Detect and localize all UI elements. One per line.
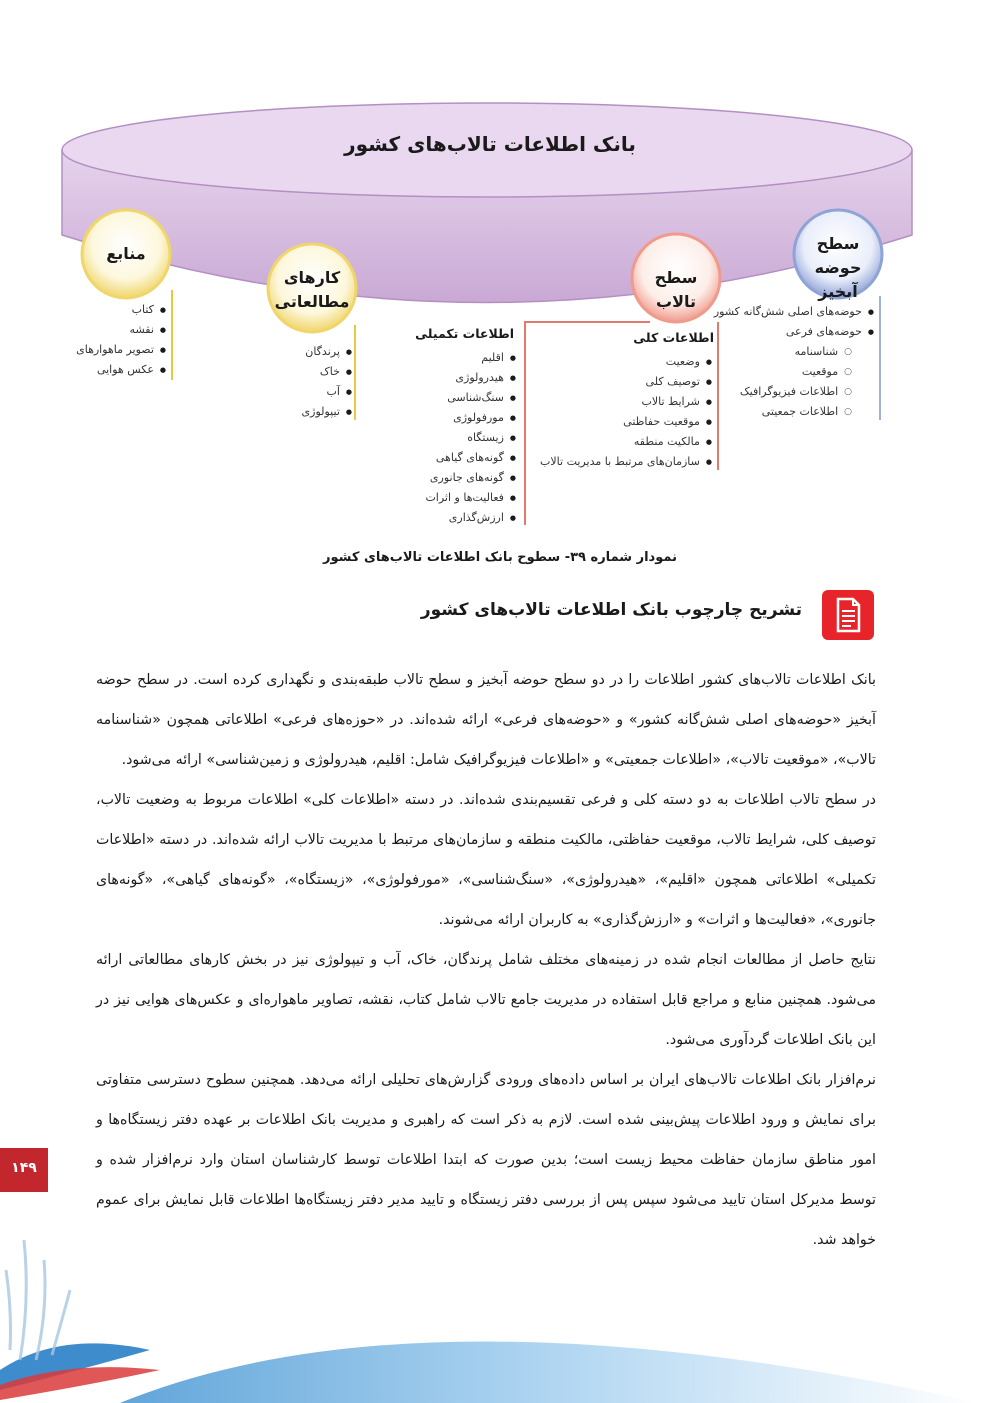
- list-item: ● خاک: [302, 362, 352, 382]
- page-number: ۱۴۹: [0, 1148, 48, 1192]
- list-item: ● زیستگاه: [425, 428, 516, 448]
- list-item: ● کتاب: [76, 300, 166, 320]
- list-item: ● فعالیت‌ها و اثرات: [425, 488, 516, 508]
- list-subitem: ○ شناسنامه: [714, 342, 874, 362]
- wetland-database-diagram: [0, 0, 992, 540]
- extra-info-heading: اطلاعات تکمیلی: [415, 326, 514, 341]
- list-item: ● هیدرولوژی: [425, 368, 516, 388]
- basin-level-label: سطح حوضه آبخیز: [814, 234, 862, 301]
- paragraph: نتایج حاصل از مطالعات انجام شده در زمینه‌های مختلف شامل پرندگان، خاک، آب و تیپولوژی نیز در بخش کارهای مطالعاتی ارائه می‌شود. همچنین منابع و مراجع قابل استفاده در مدیریت جامع تالاب شامل کتاب، نقشه، تصاویر ماهواره‌ای و عکس‌های هوایی نیز در این بانک اطلاعات گردآوری می‌شود.: [96, 952, 876, 1048]
- sources-level-label: منابع: [106, 244, 146, 263]
- studies-items-list: [302, 342, 352, 422]
- list-item: ● تصویر ماهوارهای: [76, 340, 166, 360]
- basin-items-list: [714, 302, 874, 422]
- list-item: ● سازمان‌های مرتبط با مدیریت تالاب: [540, 452, 712, 472]
- list-item: ● وضعیت: [540, 352, 712, 372]
- studies-label-line1: کارهای: [283, 268, 341, 287]
- list-item: ● ارزش‌گذاری: [425, 508, 516, 528]
- list-item: ● اقلیم: [425, 348, 516, 368]
- body-text: [96, 660, 876, 1260]
- paragraph: نرم‌افزار بانک اطلاعات تالاب‌های ایران بر اساس داده‌های ورودی گزارش‌های تحلیلی ارائه می‌دهد. همچنین سطوح دسترسی متفاوتی برای نمایش و ورود اطلاعات پیش‌بینی شده است. لازم به ذکر است که راهبری و مدیریت بانک اطلاعات بر عهده دفتر زیستگاه‌ها و امور مناطق سازمان حفاظت محیط زیست است؛ بدین صورت که ابتدا اطلاعات توسط کارشناسان استان وارد نرم‌افزار شده و توسط مدیرکل استان تایید می‌شود سپس پس از بررسی دفتر زیستگاه و تایید مدیر دفتر زیستگاه‌ها اطلاعات قابل نمایش برای عموم خواهد شد.: [96, 1072, 876, 1248]
- list-item: ● گونه‌های جانوری: [425, 468, 516, 488]
- list-item: ● حوضه‌های فرعی: [714, 322, 874, 342]
- list-item: ● شرایط تالاب: [540, 392, 712, 412]
- list-item: ● نقشه: [76, 320, 166, 340]
- general-info-list: [540, 352, 712, 472]
- list-item: ● سنگ‌شناسی: [425, 388, 516, 408]
- general-info-heading: اطلاعات کلی: [633, 330, 714, 345]
- list-item: ● توصیف کلی: [540, 372, 712, 392]
- sources-items-list: [76, 300, 166, 380]
- list-subitem: ○ اطلاعات فیزیوگرافیک: [714, 382, 874, 402]
- list-item: ● گونه‌های گیاهی: [425, 448, 516, 468]
- section-title: تشریح چارچوب بانک اطلاعات تالاب‌های کشور: [420, 600, 802, 620]
- document-icon: [822, 590, 874, 640]
- list-item: ● آب: [302, 382, 352, 402]
- list-subitem: ○ موقعیت: [714, 362, 874, 382]
- footer-wave-decoration: [0, 1220, 992, 1403]
- paragraph: بانک اطلاعات تالاب‌های کشور اطلاعات را در دو سطح حوضه آبخیز و سطح تالاب طبقه‌بندی و نگهداری کرده است. در سطح حوضه آبخیز «حوضه‌های اصلی شش‌گانه کشور» و «حوضه‌های فرعی» ارائه شده‌اند. در «حوزه‌های فرعی» اطلاعاتی همچون «شناسنامه تالاب»، «موقعیت تالاب»، «اطلاعات جمعیتی» و «اطلاعات فیزیوگرافیک شامل: اقلیم، هیدرولوژی و زمین‌شناسی» ارائه می‌شود.: [96, 672, 876, 768]
- list-item: ● عکس هوایی: [76, 360, 166, 380]
- database-title: بانک اطلاعات تالاب‌های کشور: [344, 132, 636, 156]
- list-item: ● حوضه‌های اصلی شش‌گانه کشور: [714, 302, 874, 322]
- diagram-caption: نمودار شماره ۳۹- سطوح بانک اطلاعات تالاب‌های کشور: [323, 550, 677, 565]
- wetland-level-label: سطح تالاب: [654, 268, 698, 311]
- list-item: ● پرندگان: [302, 342, 352, 362]
- studies-label-line2: مطالعاتی: [274, 292, 350, 311]
- list-item: ● مورفولوژی: [425, 408, 516, 428]
- list-subitem: ○ اطلاعات جمعیتی: [714, 402, 874, 422]
- list-item: ● تیپولوژی: [302, 402, 352, 422]
- paragraph: در سطح تالاب اطلاعات به دو دسته کلی و فرعی تقسیم‌بندی شده‌اند. در دسته «اطلاعات کلی» اطلاعات مربوط به وضعیت تالاب، توصیف کلی، شرایط تالاب، موقعیت حفاظتی، مالکیت منطقه و سازمان‌های مرتبط با مدیریت تالاب ارائه شده‌اند. در دسته «اطلاعات تکمیلی» اطلاعاتی همچون «اقلیم»، «هیدرولوژی»، «سنگ‌شناسی»، «مورفولوژی»، «زیستگاه»، «گونه‌های گیاهی»، «گونه‌های جانوری»، «فعالیت‌ها و اثرات» و «ارزش‌گذاری» به کاربران ارائه می‌شوند.: [96, 792, 876, 928]
- list-item: ● مالکیت منطقه: [540, 432, 712, 452]
- studies-level-label: [270, 266, 354, 314]
- extra-info-list: [425, 348, 516, 528]
- list-item: ● موقعیت حفاظتی: [540, 412, 712, 432]
